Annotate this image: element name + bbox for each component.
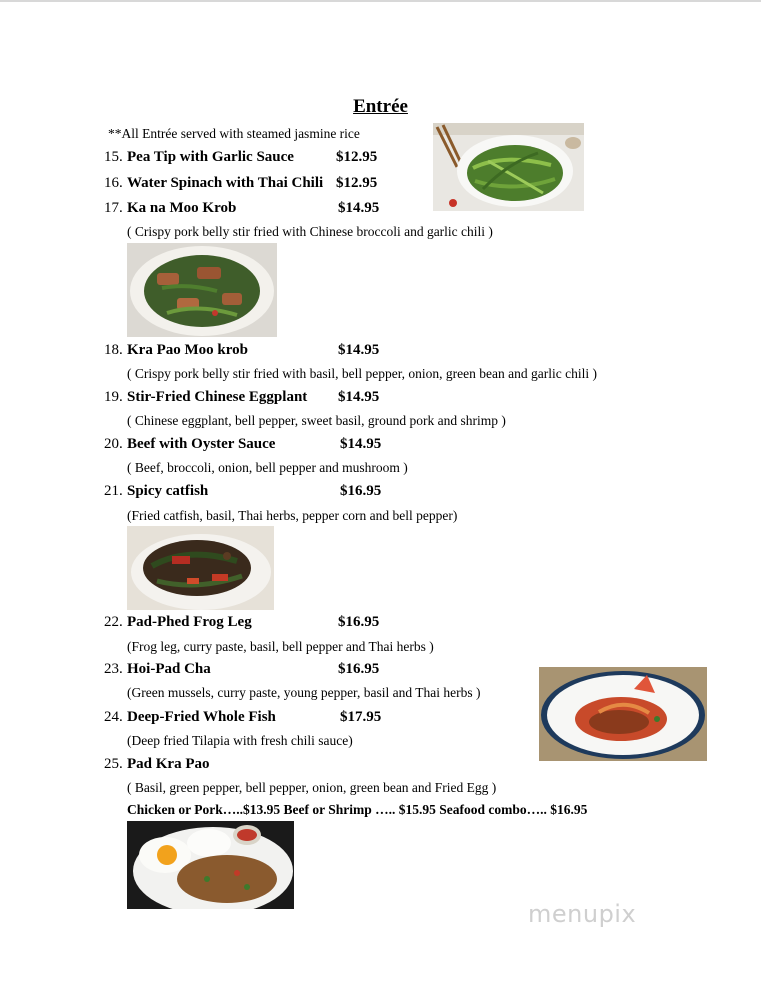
- item-name: Pad-Phed Frog Leg: [127, 614, 252, 630]
- item-name: Water Spinach with Thai Chili: [127, 175, 324, 191]
- pad-kra-pao-photo: [127, 821, 294, 909]
- menu-item-25: [104, 756, 210, 773]
- item-name: Pea Tip with Garlic Sauce: [127, 149, 294, 165]
- item-price: $14.95: [338, 389, 380, 405]
- pea-tip-photo: [433, 123, 584, 211]
- item-price: $14.95: [338, 342, 380, 358]
- item-price: $16.95: [340, 483, 382, 499]
- item-number: 23.: [104, 661, 123, 677]
- item-number: 16.: [104, 175, 123, 191]
- menu-item-16: [104, 175, 323, 192]
- item-number: 18.: [104, 342, 123, 358]
- rice-note: **All Entrée served with steamed jasmine rice: [108, 126, 360, 141]
- item-number: 22.: [104, 614, 123, 630]
- menu-item-21: [104, 483, 208, 500]
- item-name: Hoi-Pad Cha: [127, 661, 211, 677]
- item-name: Kra Pao Moo krob: [127, 342, 248, 358]
- menu-item-20: [104, 436, 275, 453]
- item-number: 25.: [104, 756, 123, 772]
- pad-kra-pao-dish-image: [127, 821, 294, 909]
- item-number: 17.: [104, 200, 123, 216]
- item-price: $16.95: [338, 661, 380, 677]
- item-description: ( Basil, green pepper, bell pepper, onion, green bean and Fried Egg ): [127, 780, 497, 795]
- whole-fish-photo: [539, 667, 707, 761]
- item-description: ( Chinese eggplant, bell pepper, sweet basil, ground pork and shrimp ): [127, 413, 506, 428]
- item-description: (Frog leg, curry paste, basil, bell pepper and Thai herbs ): [127, 639, 434, 654]
- spicy-catfish-photo: [127, 526, 274, 610]
- item-price: $17.95: [340, 709, 382, 725]
- menu-item-23: [104, 661, 211, 678]
- item-number: 21.: [104, 483, 123, 499]
- protein-price-list: Chicken or Pork…..$13.95 Beef or Shrimp ….. $15.95 Seafood combo….. $16.95: [127, 802, 588, 817]
- menupix-watermark: menupix: [528, 900, 637, 928]
- catfish-dish-image: [127, 526, 274, 610]
- item-name: Spicy catfish: [127, 483, 209, 499]
- menu-item-15: [104, 149, 294, 166]
- top-border: [0, 0, 761, 2]
- item-name: Beef with Oyster Sauce: [127, 436, 276, 452]
- item-price: $14.95: [338, 200, 380, 216]
- menu-item-17: [104, 200, 236, 217]
- item-number: 19.: [104, 389, 123, 405]
- item-price: $14.95: [340, 436, 382, 452]
- item-number: 15.: [104, 149, 123, 165]
- item-name: Ka na Moo Krob: [127, 200, 237, 216]
- item-name: Deep-Fried Whole Fish: [127, 709, 276, 725]
- item-description: (Deep fried Tilapia with fresh chili sauce): [127, 733, 353, 748]
- item-description: ( Crispy pork belly stir fried with basil, bell pepper, onion, green bean and garlic chili ): [127, 366, 597, 381]
- item-name: Pad Kra Pao: [127, 756, 210, 772]
- item-price: $16.95: [338, 614, 380, 630]
- vegetable-dish-image: [433, 123, 584, 211]
- menu-item-24: [104, 709, 276, 726]
- item-description: ( Crispy pork belly stir fried with Chinese broccoli and garlic chili ): [127, 224, 493, 239]
- menu-item-18: [104, 342, 248, 359]
- item-description: (Green mussels, curry paste, young pepper, basil and Thai herbs ): [127, 685, 481, 700]
- item-number: 24.: [104, 709, 123, 725]
- item-number: 20.: [104, 436, 123, 452]
- pork-broccoli-dish-image: [127, 243, 277, 337]
- item-description: ( Beef, broccoli, onion, bell pepper and mushroom ): [127, 460, 408, 475]
- ka-na-moo-krob-photo: [127, 243, 277, 337]
- item-name: Stir-Fried Chinese Eggplant: [127, 389, 308, 405]
- item-price: $12.95: [336, 175, 378, 191]
- item-price: $12.95: [336, 149, 378, 165]
- fish-dish-image: [539, 667, 707, 761]
- menu-item-19: [104, 389, 307, 406]
- item-description: (Fried catfish, basil, Thai herbs, pepper corn and bell pepper): [127, 508, 458, 523]
- section-title: Entrée: [353, 96, 408, 117]
- menu-item-22: [104, 614, 252, 631]
